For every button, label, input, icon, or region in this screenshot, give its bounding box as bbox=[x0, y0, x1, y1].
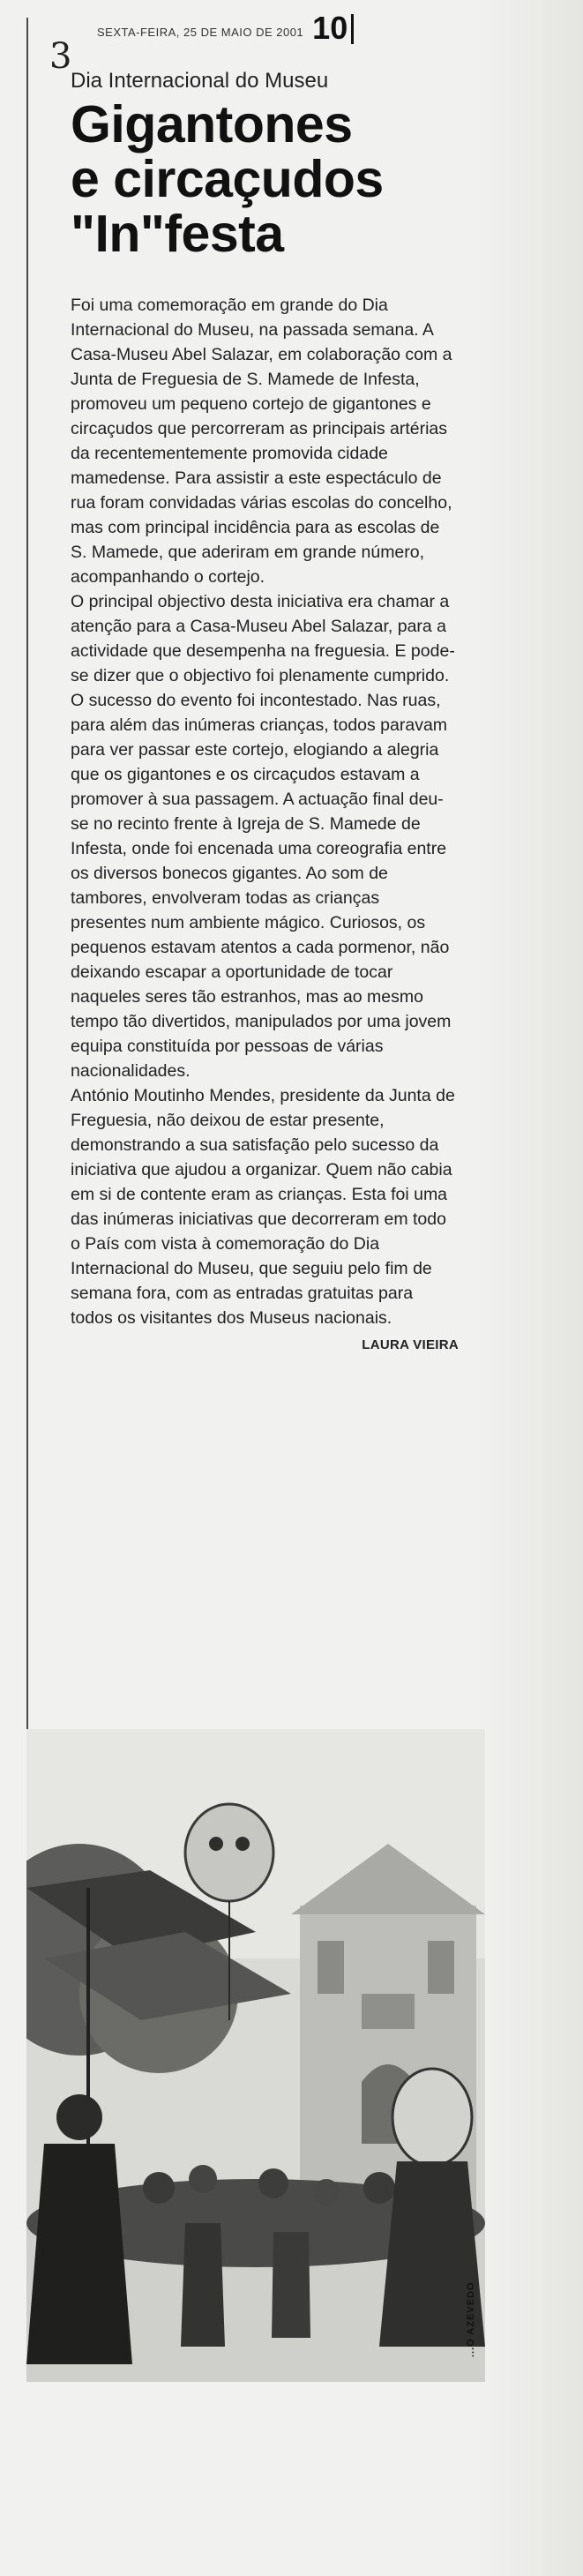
header-date: SEXTA-FEIRA, 25 DE MAIO DE 2001 bbox=[97, 26, 304, 39]
article bbox=[71, 69, 459, 1352]
page-number-bar bbox=[351, 14, 354, 44]
article-paragraph: O sucesso do evento foi incontestado. Nas ruas, para além das inúmeras crianças, todos paravam para ver passar este cortejo, elogiando a alegria que os gigantones e os circaçudos estavam a promover à sua passagem. A actuação final deu-se no recinto frente à Igreja de S. Mamede de Infesta, onde foi encenada uma coreografia entre os diversos bonecos gigantes. Ao som de tambores, envolveram todas as crianças presentes num ambiente mágico. Curiosos, os pequenos estavam atentos a cada pormenor, não deixando escapar a oportunidade de tocar naqueles seres tão estranhos, mas ao mesmo tempo tão divertidos, manipulados por uma jovem equipa constituída por pessoas de várias nacionalidades. bbox=[71, 691, 452, 1081]
headline-line: e circaçudos bbox=[71, 150, 384, 208]
photo-credit bbox=[466, 2269, 482, 2357]
article-body bbox=[71, 293, 459, 1330]
article-paragraph: António Moutinho Mendes, presidente da Junta de Freguesia, não deixou de estar presente, demonstrando a sua satisfação pelo sucesso da iniciativa que ajudou a organizar. Quem não cabia em si de contente eram as crianças. Esta foi uma das inúmeras iniciativas que decorreram em todo o País com vista à comemoração do Dia Internacional do Museu, que seguiu pelo fim de semana fora, com as entradas gratuitas para todos os visitantes dos Museus nacionais. bbox=[71, 1086, 455, 1328]
photo-credit-text: ...O AZEVEDO bbox=[466, 2281, 476, 2357]
parade-photo bbox=[26, 1729, 485, 2382]
article-headline bbox=[71, 97, 459, 261]
article-kicker: Dia Internacional do Museu bbox=[71, 69, 329, 93]
handwritten-number: 3 bbox=[49, 36, 72, 77]
headline-line: Gigantones bbox=[71, 95, 353, 154]
article-byline: LAURA VIEIRA bbox=[362, 1337, 459, 1352]
page-header bbox=[97, 12, 354, 44]
page-number: 10 bbox=[312, 10, 348, 46]
scan-shading bbox=[477, 0, 583, 2576]
headline-line: "In"festa bbox=[71, 205, 284, 263]
article-paragraph: O principal objectivo desta iniciativa era chamar a atenção para a Casa-Museu Abel Salazar, para a actividade que desempenha na freguesia. E pode-se dizer que o objectivo foi plenamente cumprido. bbox=[71, 592, 455, 685]
article-paragraph: Foi uma comemoração em grande do Dia Internacional do Museu, na passada semana. A Casa-Museu Abel Salazar, em colaboração com a Junta de Freguesia de S. Mamede de Infesta, promoveu um pequeno cortejo de gigantones e circaçudos que percorreram as principais artérias da recentementemente promovida cidade mamedense. Para assistir a este espectáculo de rua foram convidadas várias escolas do concelho, mas com principal incidência para as escolas de S. Mamede, que aderiram em grande número, acompanhando o cortejo. bbox=[71, 296, 452, 587]
